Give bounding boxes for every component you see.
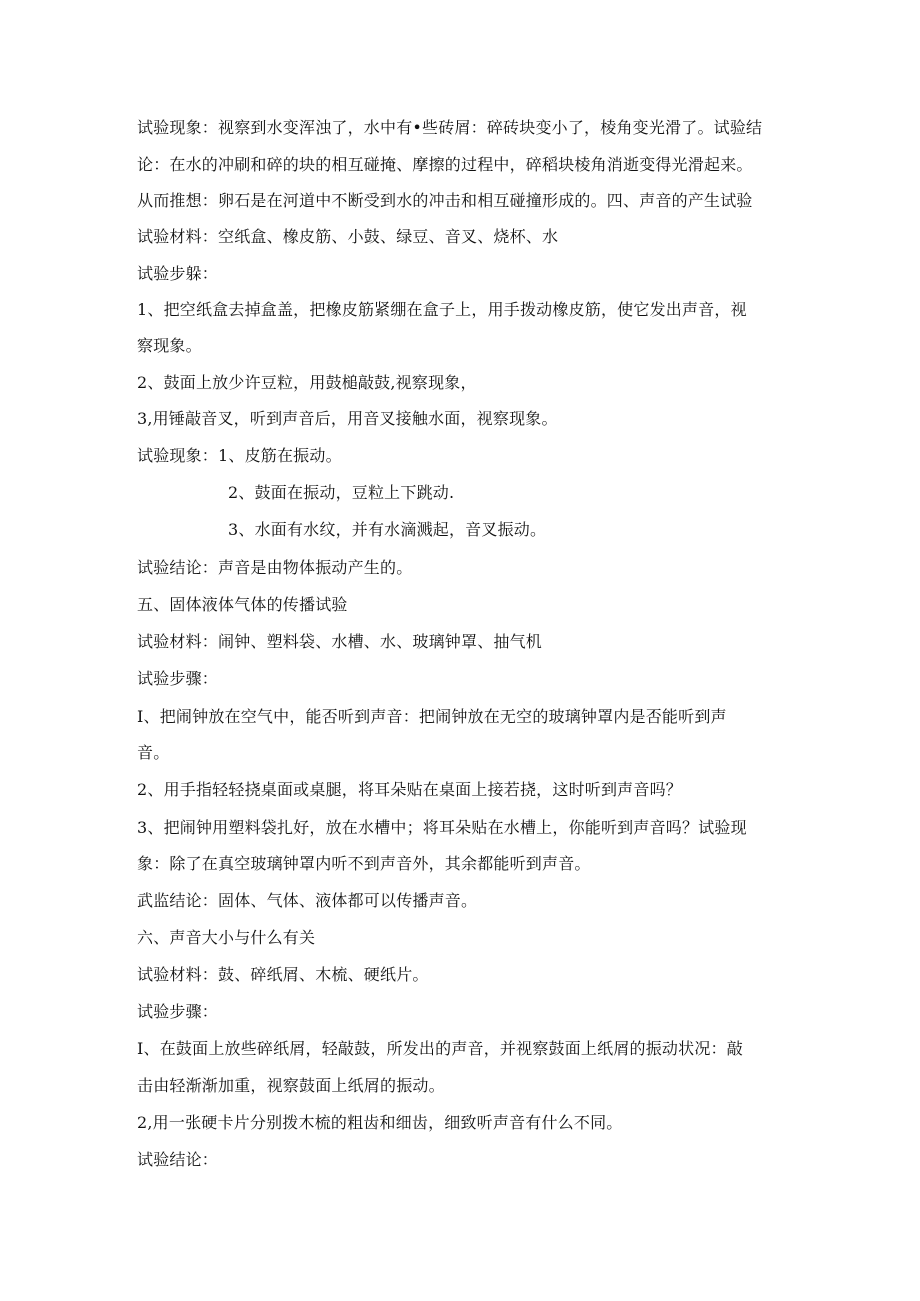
text-line: 象：除了在真空玻璃钟罩内听不到声音外，其余都能听到声音。 — [137, 854, 591, 873]
text-line: 试验结论： — [137, 1150, 219, 1169]
text-line: I、在鼓面上放些碎纸屑，轻敲鼓，所发出的声音，并视察鼓面上纸屑的振动状况：敲 — [137, 1039, 743, 1058]
text-line: 1、把空纸盒去掉盒盖，把橡皮筋紧绷在盒子上，用手拨动橡皮筋，使它发出声音，视 — [137, 300, 747, 319]
text-line: 论：在水的冲刷和碎的块的相互碰掩、摩擦的过程中，碎稻块棱角消逝变得光滑起来。 — [137, 155, 753, 174]
text-line: 2,用一张硬卡片分别拨木梳的粗齿和细齿，细致听声音有什么不同。 — [137, 1113, 623, 1132]
section-heading: 六、声音大小与什么有关 — [137, 928, 316, 947]
text-line: 2、用手指轻轻挠桌面或桌腿，将耳朵贴在桌面上接若挠，这时听到声音吗？ — [137, 780, 682, 799]
text-line: 试验步骤： — [137, 1002, 219, 1021]
text-line: 音。 — [137, 743, 170, 762]
text-line: 从而推想：卵石是在河道中不断受到水的冲击和相互碰撞形成的。四、声音的产生试验 — [137, 191, 753, 210]
section-heading: 五、固体液体气体的传播试验 — [137, 595, 348, 614]
text-line: 试验步骤： — [137, 669, 219, 688]
text-line: 3、把闹钟用塑料袋扎好，放在水槽中；将耳朵贴在水槽上，你能听到声音吗？试验现 — [137, 818, 747, 837]
text-line: 试验材料：空纸盒、橡皮筋、小鼓、绿豆、音叉、烧杯、水 — [137, 227, 559, 246]
text-line: 3,用锤敲音叉，听到声音后，用音叉接触水面，视察现象。 — [137, 409, 558, 428]
text-line: 试验材料：闹钟、塑料袋、水槽、水、玻璃钟罩、抽气机 — [137, 632, 543, 651]
text-line: 2、鼓面上放少许豆粒，用鼓槌敲鼓,视察现象， — [137, 373, 477, 392]
text-line: 试验材料：鼓、碎纸屑、木梳、硬纸片。 — [137, 965, 429, 984]
text-line: 3、水面有水纹，并有水滴溅起，音叉振动。 — [228, 520, 547, 539]
text-line: 击由轻渐渐加重，视察鼓面上纸屑的振动。 — [137, 1076, 445, 1095]
text-line: 试验现象：视察到水变浑浊了，水中有•些砖屑：碎砖块变小了，棱角变光滑了。试验结 — [137, 118, 763, 137]
text-line: 试验结论：声音是由物体振动产生的。 — [137, 558, 413, 577]
text-line: 武监结论：固体、气体、液体都可以传播声音。 — [137, 891, 478, 910]
text-line: I、把闹钟放在空气中，能否听到声音：把闹钟放在无空的玻璃钟罩内是否能听到声 — [137, 707, 727, 726]
text-line: 试验步躲： — [137, 264, 219, 283]
text-line: 察现象。 — [137, 336, 202, 355]
text-line: 2、鼓面在振动，豆粒上下跳动. — [228, 483, 455, 502]
text-line: 试验现象：1、皮筋在振动。 — [137, 446, 342, 465]
